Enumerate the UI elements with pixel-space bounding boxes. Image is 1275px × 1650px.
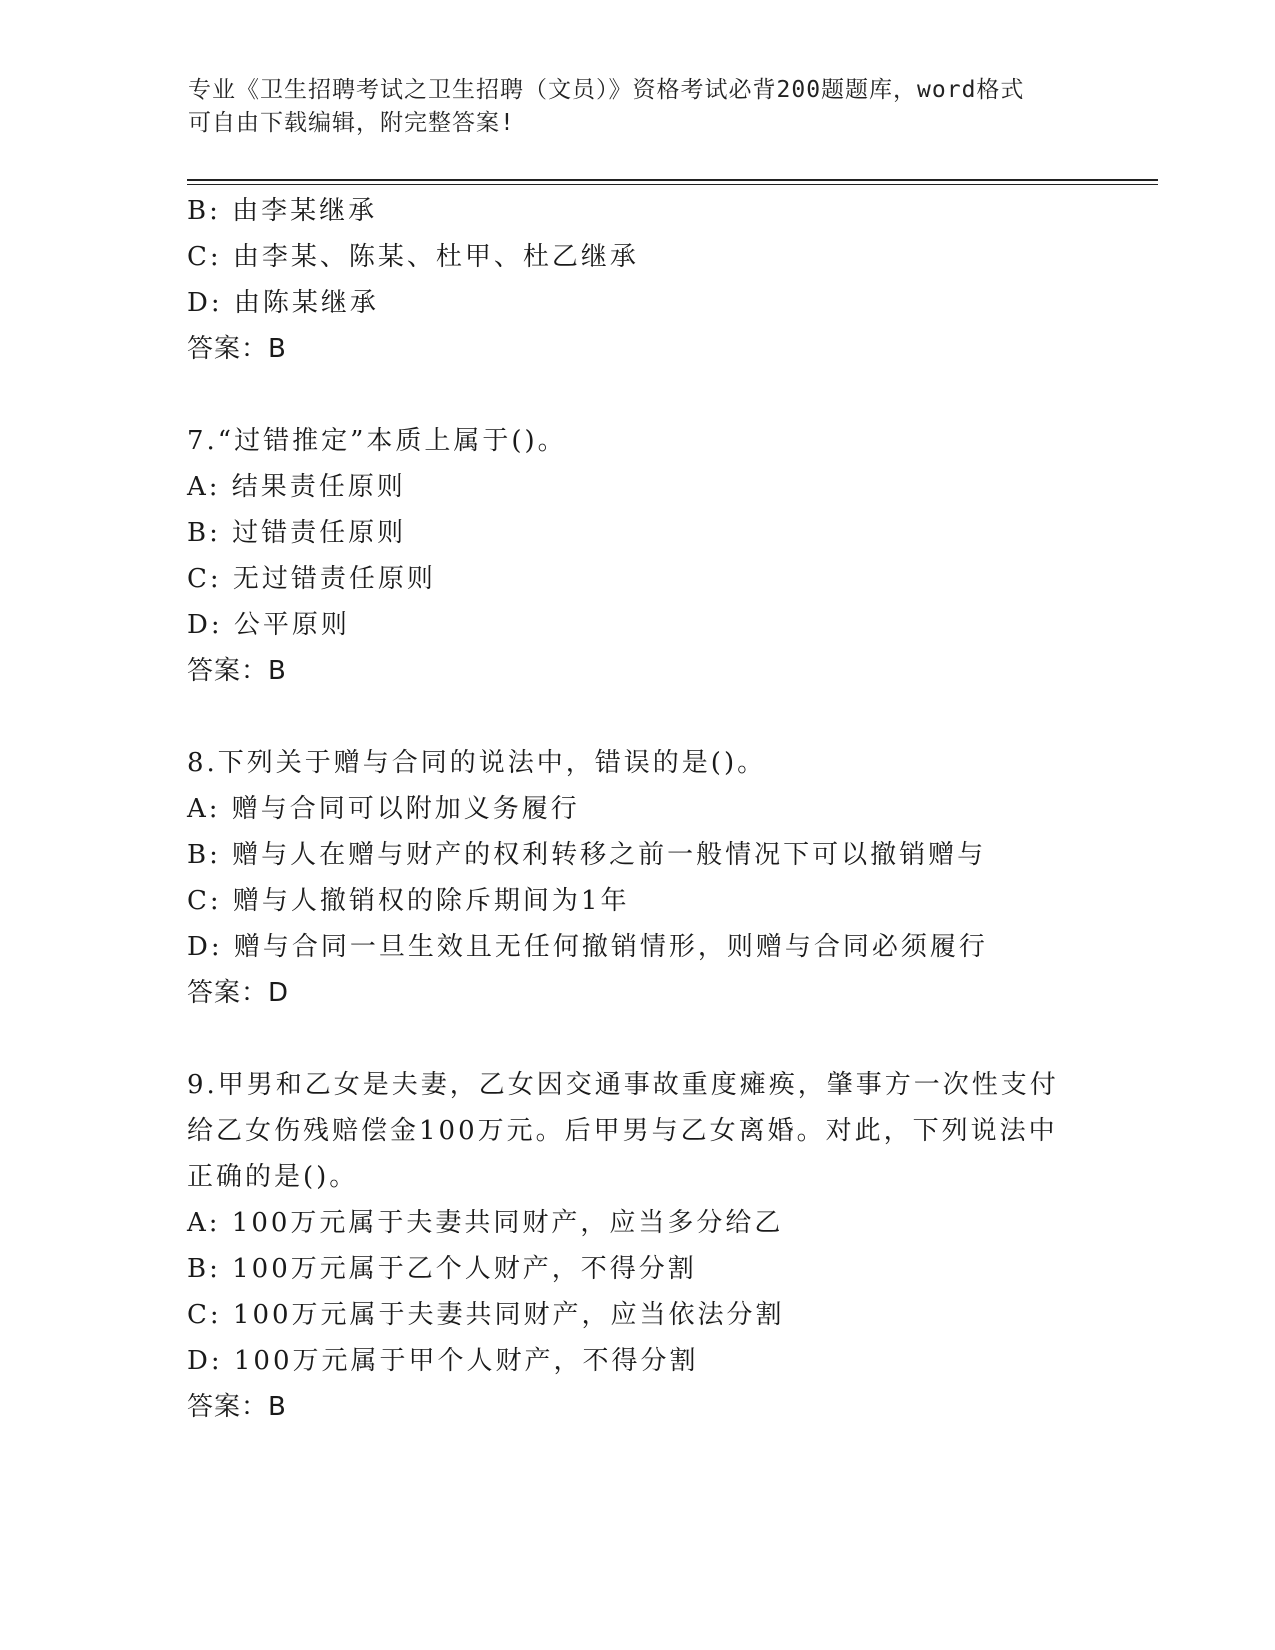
question-text: 7.“过错推定”本质上属于()。	[187, 426, 567, 456]
question-8	[187, 740, 1087, 1016]
question-text-line: 给乙女伤残赔偿金100万元。后甲男与乙女离婚。对此，下列说法中	[187, 1116, 1058, 1146]
spacer	[187, 372, 1087, 418]
option-b: B: 赠与人在赠与财产的权利转移之前一般情况下可以撤销赠与	[187, 840, 987, 870]
question-7	[187, 418, 1087, 694]
question-9	[187, 1062, 1087, 1430]
question-list	[187, 188, 1087, 1430]
header-line-2: 可自由下载编辑，附完整答案!	[188, 110, 515, 136]
option-d: D: 公平原则	[187, 610, 350, 640]
spacer	[187, 694, 1087, 740]
option-c: C: 无过错责任原则	[187, 564, 436, 594]
option-c: C: 赠与人撤销权的除斥期间为1年	[187, 886, 630, 916]
answer-label: 答案：D	[187, 978, 290, 1008]
option-a: A: 100万元属于夫妻共同财产，应当多分给乙	[187, 1208, 784, 1238]
option-d: D: 赠与合同一旦生效且无任何撤销情形，则赠与合同必须履行	[187, 932, 988, 962]
answer-label: 答案：B	[187, 334, 287, 364]
answer-label: 答案：B	[187, 1392, 287, 1422]
spacer	[187, 1016, 1087, 1062]
option-b: B: 由李某继承	[187, 196, 378, 226]
option-a: A: 结果责任原则	[187, 472, 406, 502]
option-b: B: 100万元属于乙个人财产，不得分割	[187, 1254, 697, 1284]
header-rule-thin	[187, 184, 1158, 185]
header-rule-thick	[187, 179, 1158, 181]
option-c: C: 由李某、陈某、杜甲、杜乙继承	[187, 242, 639, 272]
question-text-line: 9.甲男和乙女是夫妻，乙女因交通事故重度瘫痪，肇事方一次性支付	[187, 1070, 1059, 1100]
option-b: B: 过错责任原则	[187, 518, 407, 548]
question-text-line: 正确的是()。	[187, 1162, 359, 1192]
question-6-continued	[187, 188, 1087, 372]
answer-label: 答案：B	[187, 656, 287, 686]
question-text: 8.下列关于赠与合同的说法中，错误的是()。	[187, 748, 767, 778]
header-line-1: 专业《卫生招聘考试之卫生招聘（文员）》资格考试必背200题题库，word格式	[188, 77, 1025, 103]
option-d: D: 由陈某继承	[187, 288, 379, 318]
option-c: C: 100万元属于夫妻共同财产，应当依法分割	[187, 1300, 785, 1330]
option-a: A: 赠与合同可以附加义务履行	[187, 794, 580, 824]
option-d: D: 100万元属于甲个人财产，不得分割	[187, 1346, 699, 1376]
document-header	[188, 74, 1088, 140]
